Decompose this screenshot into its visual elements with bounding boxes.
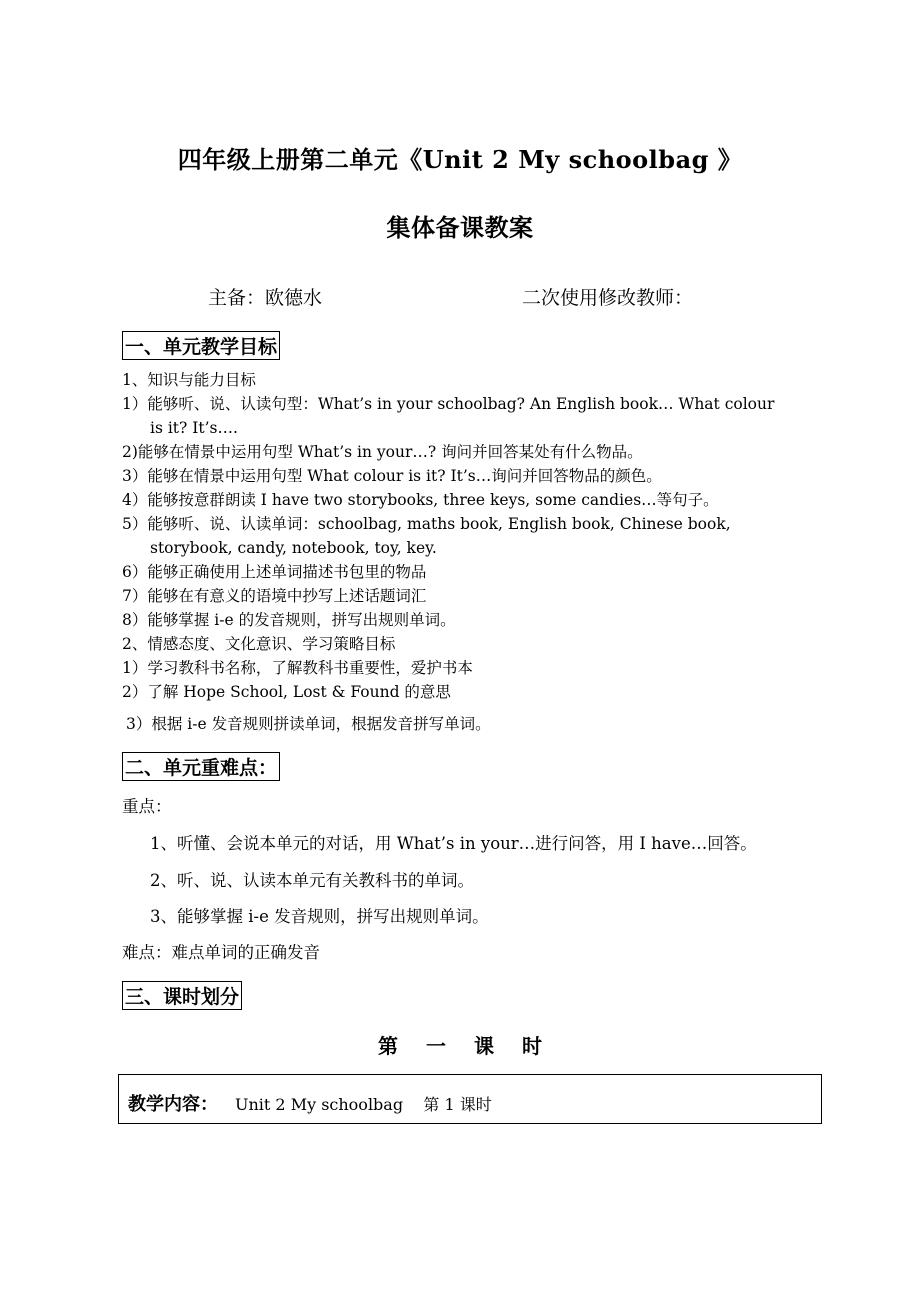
objective-line: 2、情感态度、文化意识、学习策略目标 [122, 635, 396, 653]
objective-line: 3）能够在情景中运用句型 What colour is it? It’s…询问并回答物品的颜色。 [122, 467, 662, 485]
objective-line: 8）能够掌握 i-e 的发音规则，拼写出规则单词。 [122, 611, 456, 629]
lesson-content-box [118, 1074, 822, 1124]
objective-line: 5）能够听、说、认读单词：schoolbag, maths book, English book, Chinese book, [122, 515, 731, 533]
objective-line: 1、知识与能力目标 [122, 371, 256, 389]
document-title: 四年级上册第二单元《Unit 2 My schoolbag 》 [177, 145, 743, 174]
section-heading-objectives: 一、单元教学目标 [122, 331, 280, 360]
key-points-label: 重点： [122, 797, 172, 816]
section-heading-lessons: 三、课时划分 [122, 981, 242, 1010]
lesson-char: 时 [522, 1034, 542, 1058]
section-heading-key-points: 二、单元重难点： [122, 752, 280, 781]
reviser-label: 二次使用修改教师： [522, 287, 694, 309]
objective-line: 1）能够听、说、认读句型：What’s in your schoolbag? An English book… What colour [122, 395, 775, 413]
lesson-char: 第 [378, 1034, 398, 1058]
document-subtitle: 集体备课教案 [386, 213, 534, 242]
objective-line: 1）学习教科书名称，了解教科书重要性，爱护书本 [122, 659, 473, 677]
objective-line: 2）了解 Hope School, Lost & Found 的意思 [122, 683, 451, 701]
lesson-char: 课 [474, 1034, 494, 1058]
objective-line: 4）能够按意群朗读 I have two storybooks, three keys, some candies…等句子。 [122, 491, 719, 509]
lesson-char: 一 [426, 1034, 446, 1058]
objective-line: 7）能够在有意义的语境中抄写上述话题词汇 [122, 587, 427, 605]
objective-line: 2)能够在情景中运用句型 What’s in your…? 询问并回答某处有什么物品。 [122, 443, 643, 461]
author-label: 主备：欧德水 [208, 287, 323, 309]
difficulty-text: 难点：难点单词的正确发音 [122, 943, 320, 962]
content-label: 教学内容： [128, 1094, 218, 1115]
key-point-item: 1、听懂、会说本单元的对话，用 What’s in your…进行问答，用 I have…回答。 [150, 834, 757, 853]
lesson-heading [0, 1030, 920, 1059]
objective-line: 3）根据 i-e 发音规则拼读单词，根据发音拼写单词。 [126, 715, 491, 733]
content-value: Unit 2 My schoolbag 第 1 课时 [235, 1095, 492, 1114]
objective-line: is it? It’s…. [150, 419, 238, 437]
key-point-item: 3、能够掌握 i-e 发音规则，拼写出规则单词。 [150, 907, 489, 926]
key-point-item: 2、听、说、认读本单元有关教科书的单词。 [150, 871, 474, 890]
objective-line: storybook, candy, notebook, toy, key. [150, 539, 437, 557]
objective-line: 6）能够正确使用上述单词描述书包里的物品 [122, 563, 427, 581]
